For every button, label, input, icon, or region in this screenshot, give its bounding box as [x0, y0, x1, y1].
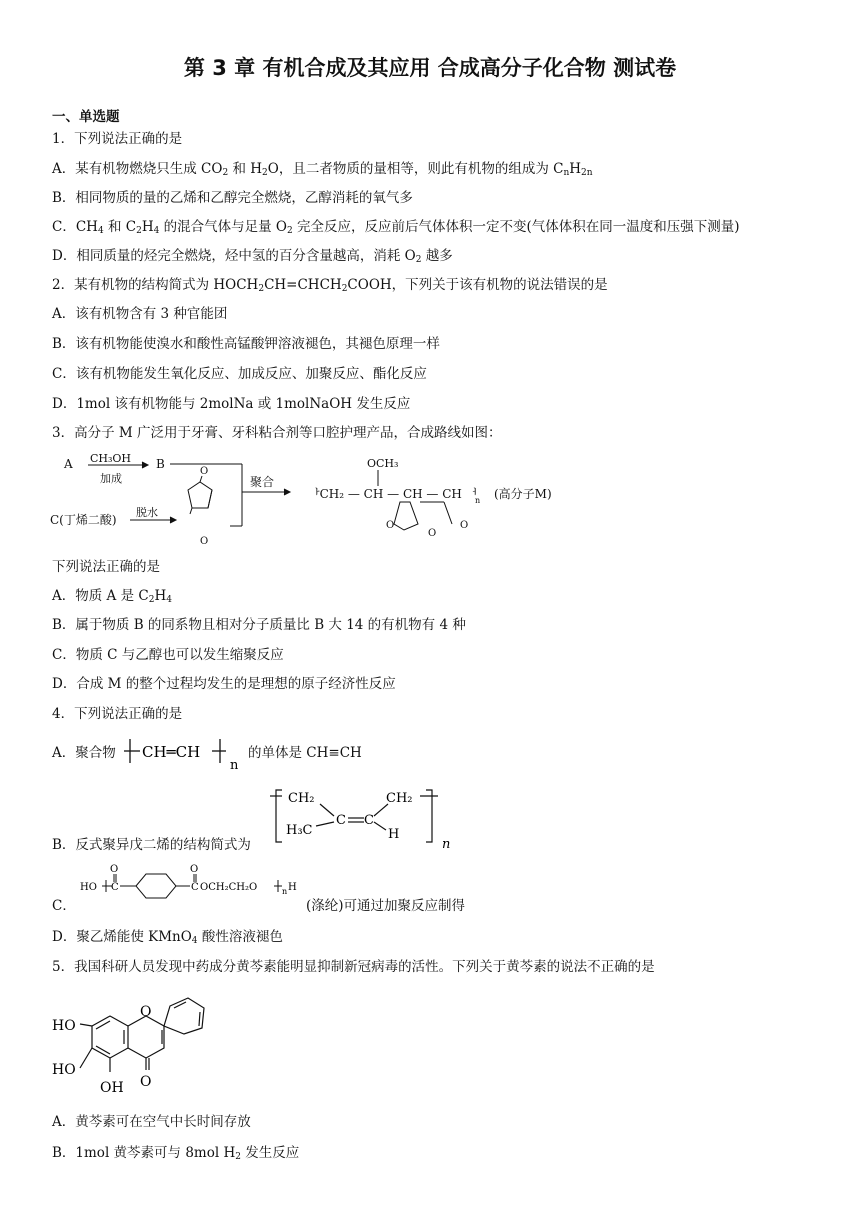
baicalein-structure	[52, 986, 242, 1104]
q3-after: 下列说法正确的是	[52, 559, 160, 575]
m-o-right: O	[460, 520, 469, 531]
pet-ho: HO	[80, 882, 97, 893]
m-n: n	[475, 496, 481, 505]
m-ring-o: O	[428, 528, 437, 539]
m-och3: OCH₃	[367, 457, 399, 470]
cond-addition: 加成	[100, 472, 122, 485]
q5-option-b: B．1mol 黄芩素可与 8mol $H_2$ 发生反应	[52, 1145, 300, 1162]
b-ch2-right: CH₂	[386, 791, 413, 806]
q4-stem: 4．下列说法正确的是	[52, 706, 183, 722]
ring-o-bottom: O	[200, 536, 209, 547]
baicalein-oh: OH	[100, 1080, 124, 1096]
pet-tail: OCH₂CH₂O	[200, 882, 258, 893]
q5-option-a: A．黄芩素可在空气中长时间存放	[52, 1114, 251, 1130]
m-chain: ᅡCH₂ — CH — CH — CH ᅥ	[308, 487, 478, 501]
q1-option-d: D．相同质量的烃完全燃烧，烃中氢的百分含量越高，消耗 $O_2$ 越多	[52, 248, 453, 265]
trans-polyisoprene-structure	[270, 784, 460, 854]
b-c2: C	[364, 813, 374, 828]
pet-o1: O	[110, 864, 119, 875]
synthesis-route-diagram	[50, 450, 580, 552]
reagent-ch3oh: CH₃OH	[90, 452, 132, 465]
q3-option-c: C．物质 C 与乙醇也可以发生缩聚反应	[52, 647, 284, 663]
label-a: A	[64, 457, 73, 471]
q3-option-d: D．合成 M 的整个过程均发生的是理想的原子经济性反应	[52, 676, 396, 692]
q3-option-b: B．属于物质 B 的同系物且相对分子质量比 B 大 14 的有机物有 4 种	[52, 617, 466, 633]
b-h: H	[388, 827, 400, 842]
pet-c2: C	[191, 882, 199, 893]
baicalein-keto-o: O	[140, 1074, 152, 1090]
polyacetylene-structure	[124, 733, 248, 773]
label-c: C(丁烯二酸)	[50, 513, 117, 527]
q2-option-d: D．1mol 该有机物能与 2molNa 或 1molNaOH 发生反应	[52, 396, 411, 412]
q2-option-c: C．该有机物能发生氧化反应、加成反应、加聚反应、酯化反应	[52, 366, 427, 382]
baicalein-ho-2: HO	[52, 1062, 76, 1078]
ring-o-top: O	[200, 466, 209, 477]
q1-stem: 1．下列说法正确的是	[52, 131, 183, 147]
b-h3c: H₃C	[286, 823, 313, 838]
pet-n: n	[282, 887, 288, 896]
section-heading: 一、单选题	[52, 109, 120, 125]
q1-option-c: C．$CH_4$ 和 $C_2H_4$ 的混合气体与足量 $O_2$ 完全反应，反应前后气体体积一定不变(气体体积在同一温度和压强下测量)	[52, 219, 740, 236]
q4-option-c-tail: (涤纶)可通过加聚反应制得	[306, 898, 466, 914]
q4-option-c: C．	[52, 898, 76, 914]
q3-stem: 3．高分子 M 广泛用于牙膏、牙科粘合剂等口腔护理产品，合成路线如图：	[52, 425, 502, 441]
q4-option-a: A．聚合物	[52, 745, 116, 761]
polyacetylene-n: n	[230, 758, 239, 773]
b-c1: C	[336, 813, 346, 828]
pet-o2: O	[190, 864, 199, 875]
q4-option-d: D．聚乙烯能使 KMnO$_4$ 酸性溶液褪色	[52, 929, 283, 946]
baicalein-ho-1: HO	[52, 1018, 76, 1034]
q2-stem: 2．某有机物的结构简式为 $HOCH_2CH=CHCH_2COOH$，下列关于该有机物的说法错误的是	[52, 277, 608, 294]
b-n: n	[442, 837, 451, 852]
cond-polymerize: 聚合	[250, 475, 275, 489]
q2-option-a: A．该有机物含有 3 种官能团	[52, 306, 228, 322]
baicalein-ring-o: O	[140, 1004, 152, 1020]
q2-option-b: B．该有机物能使溴水和酸性高锰酸钾溶液褪色，其褪色原理一样	[52, 336, 440, 352]
b-ch2-left: CH₂	[288, 791, 315, 806]
m-o-left: O	[386, 520, 395, 531]
q5-stem: 5．我国科研人员发现中药成分黄芩素能明显抑制新冠病毒的活性。下列关于黄芩素的说法不正确的是	[52, 959, 655, 975]
q4-option-a-tail: 的单体是 CH≡CH	[248, 745, 362, 761]
q3-option-a: A．物质 A 是 $C_2H_4$	[52, 588, 172, 605]
m-label: (高分子M)	[494, 487, 552, 501]
page-title: 第 3 章 有机合成及其应用 合成高分子化合物 测试卷	[183, 56, 677, 80]
q1-option-b: B．相同物质的量的乙烯和乙醇完全燃烧，乙醇消耗的氧气多	[52, 190, 413, 206]
pet-structure	[76, 862, 306, 912]
polyacetylene-text: CH═CH	[142, 743, 201, 761]
label-b: B	[156, 457, 165, 471]
cond-dehydrate: 脱水	[136, 506, 158, 519]
q1-option-a: A．某有机物燃烧只生成 $CO_2$ 和 $H_2O$，且二者物质的量相等，则此有机物的组成为 $C_nH_{2n}$	[52, 161, 593, 178]
q4-option-b: B．反式聚异戊二烯的结构简式为	[52, 837, 251, 853]
pet-c1: C	[111, 882, 119, 893]
pet-h: H	[288, 882, 297, 893]
